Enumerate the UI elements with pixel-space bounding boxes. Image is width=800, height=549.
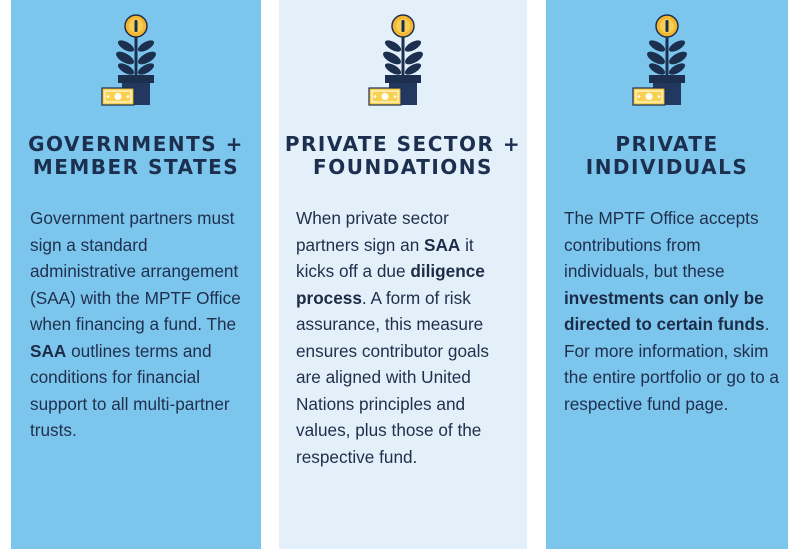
body-text: The MPTF Office accepts contributions from individuals, but these — [564, 208, 759, 281]
column-heading — [279, 133, 527, 179]
body-bold: diligence process — [296, 261, 485, 308]
body-bold: investments can only be directed to certain funds — [564, 287, 765, 334]
body-text: Government partners must sign a standard administrative arrangement (SAA) with the MPTF Office when financing a fund. The — [30, 208, 241, 334]
heading-line-2: INDIVIDUALS — [585, 155, 749, 179]
heading-line-1: GOVERNMENTS + — [28, 132, 244, 156]
column-governments — [11, 0, 261, 549]
body-text: . For more information, skim the entire portfolio or go to a respective fund page. — [564, 314, 779, 414]
body-text: When private sector partners sign an — [296, 208, 449, 255]
heading-line-1: PRIVATE SECTOR + — [284, 132, 522, 156]
heading-line-2: FOUNDATIONS — [313, 155, 493, 179]
column-heading — [546, 133, 788, 179]
column-heading — [11, 133, 261, 179]
body-text: outlines terms and conditions for financial support to all multi-partner trusts. — [30, 340, 230, 440]
column-private-individuals — [546, 0, 788, 549]
heading-line-2: MEMBER STATES — [32, 155, 240, 179]
money-plant-icon — [363, 14, 443, 114]
money-plant-icon — [627, 14, 707, 114]
column-body — [30, 205, 250, 444]
column-body — [564, 205, 784, 417]
money-plant-icon — [96, 14, 176, 114]
column-body — [296, 205, 514, 470]
body-bold: SAA — [30, 340, 67, 361]
heading-line-1: PRIVATE — [615, 132, 719, 156]
body-text: it kicks off a due — [296, 234, 474, 281]
body-bold: SAA — [424, 234, 461, 255]
body-text: . A form of risk assurance, this measure ensures contributor goals are aligned with United Nations principles and values, plus those of the respective fund. — [296, 287, 489, 467]
column-private-sector — [279, 0, 527, 549]
